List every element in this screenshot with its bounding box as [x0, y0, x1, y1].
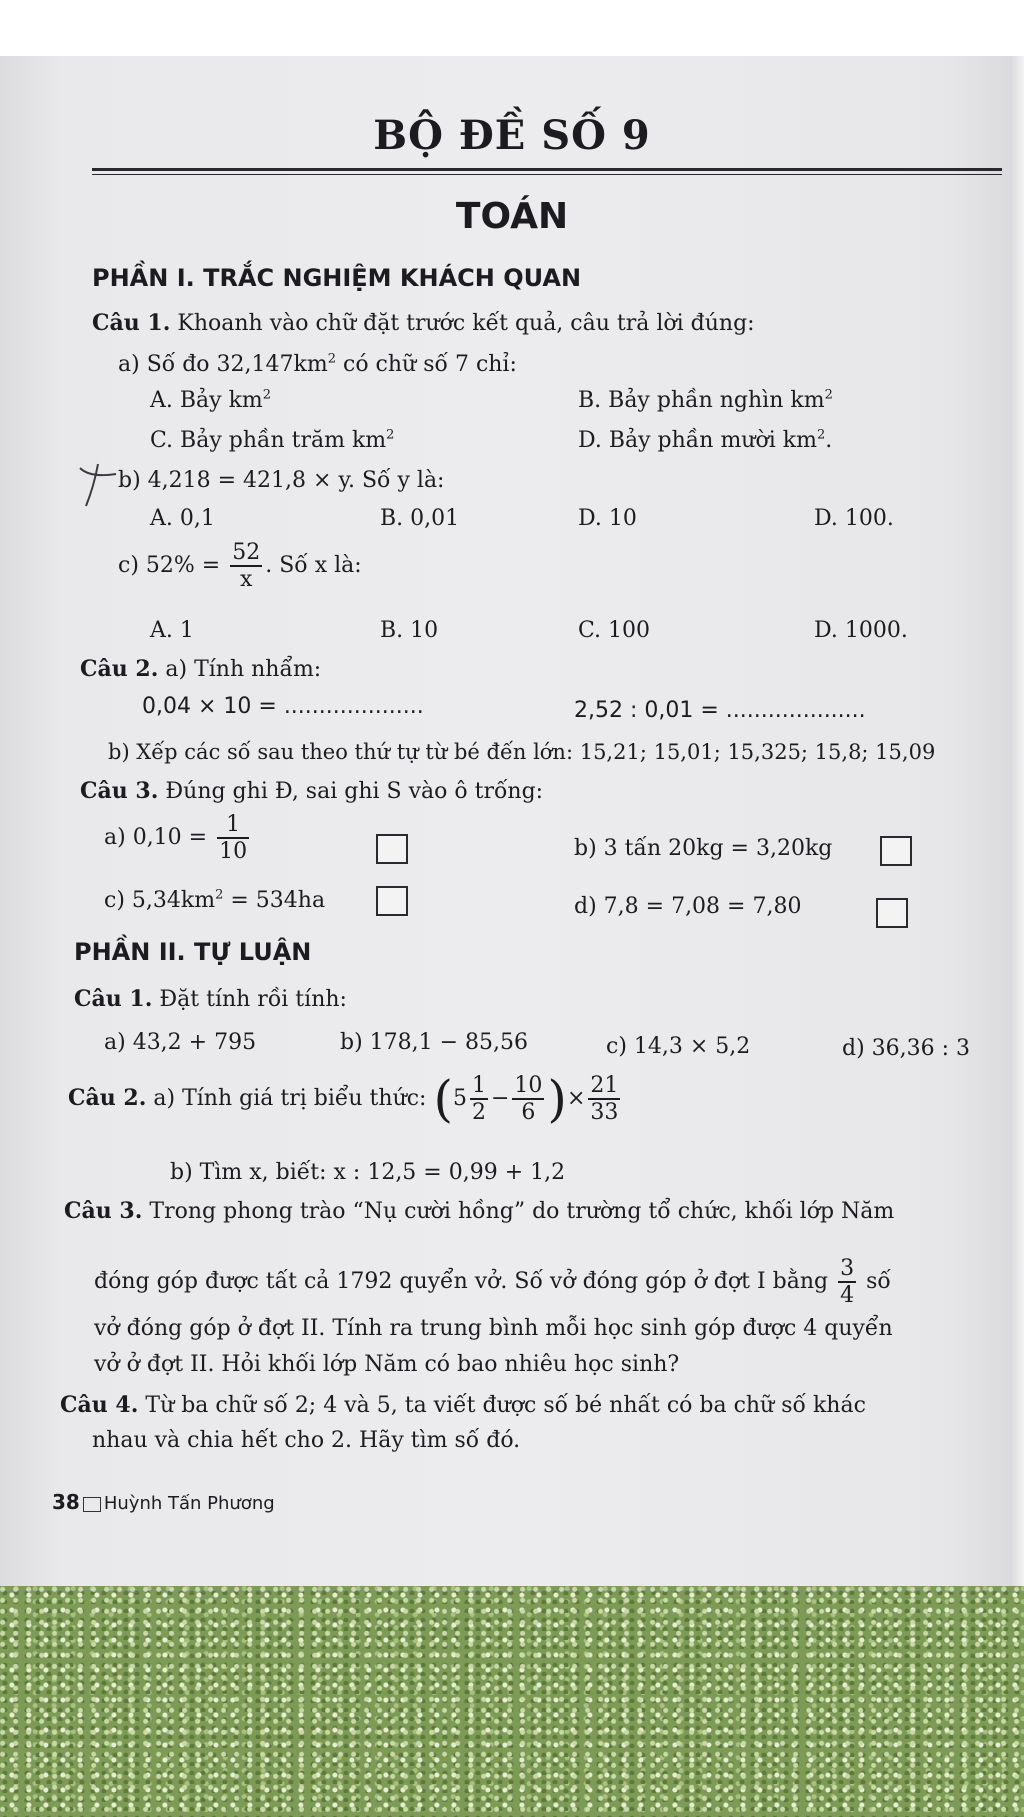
q1b-stem: b) 4,218 = 421,8 × y. Số y là: [118, 468, 445, 493]
q1b-option-b: B. 0,01 [380, 506, 460, 531]
p2-q3-line1: Câu 3. Trong phong trào “Nụ cười hồng” do trường tổ chức, khối lớp Năm [64, 1198, 895, 1224]
q3a-statement: a) 0,10 = $\frac{1}{10}$ [104, 812, 248, 864]
q1a-option-b: B. Bảy phần nghìn $km^2$ [578, 387, 833, 413]
q3a-answer-box[interactable] [376, 834, 408, 864]
q1b-option-a: A. 0,1 [150, 506, 215, 531]
p2-q4-line1: Câu 4. Từ ba chữ số 2; 4 và 5, ta viết được số bé nhất có ba chữ số khác [60, 1392, 866, 1418]
page-number: 38 [52, 1490, 80, 1514]
q3b-statement: b) 3 tấn 20kg = 3,20kg [574, 836, 833, 861]
q1c-option-c: C. 100 [578, 618, 651, 643]
q1a-stem: a) Số đo $32,147km^2$ có chữ số 7 chỉ: [118, 351, 517, 377]
p2-q1-c: c) 14,3 × 5,2 [606, 1034, 751, 1059]
q1c-option-a: A. 1 [150, 618, 194, 643]
q2b-text: b) Xếp các số sau theo thứ tự từ bé đến lớn: 15,21; 15,01; 15,325; 15,8; 15,09 [108, 740, 936, 764]
publisher-logo-icon [83, 1497, 101, 1512]
q3c-statement: c) $5,34km^2 = 534ha$ [104, 887, 326, 913]
q2-calc-1: 0,04 × 10 = .................... [142, 694, 424, 719]
q1c-stem: c) 52% = $\frac{52}{x}$ . Số x là: [118, 540, 362, 592]
q1b-option-d: D. 100. [814, 506, 894, 531]
p2-q4-line2: nhau và chia hết cho 2. Hãy tìm số đó. [92, 1428, 521, 1453]
page-footer [52, 1490, 275, 1514]
q2-prompt: Câu 2. a) Tính nhẩm: [80, 656, 322, 682]
title-rule-thin [92, 174, 1002, 175]
p2-q3-line3: vở đóng góp ở đợt II. Tính ra trung bình mỗi học sinh góp được 4 quyển [94, 1316, 893, 1341]
p2-q1-a: a) 43,2 + 795 [104, 1030, 257, 1055]
p2-q3-line2: đóng góp được tất cả 1792 quyển vở. Số vở đóng góp ở đợt I bằng $\frac{3}{4}$ số [94, 1256, 891, 1308]
title-rule [92, 168, 1002, 171]
q1a-option-a: A. Bảy $km^2$ [150, 387, 272, 413]
q1a-option-c: C. Bảy phần trăm $km^2$ [150, 427, 395, 453]
part1-title: PHẦN I. TRẮC NGHIỆM KHÁCH QUAN [92, 264, 582, 292]
q1b-option-c: D. 10 [578, 506, 637, 531]
q2-calc-2: 2,52 : 0,01 = .................... [574, 698, 866, 723]
part2-title: PHẦN II. TỰ LUẬN [74, 938, 312, 966]
q3d-statement: d) 7,8 = 7,08 = 7,80 [574, 894, 802, 919]
carpet-background [0, 1586, 1024, 1817]
q3d-answer-box[interactable] [876, 898, 908, 928]
q3c-answer-box[interactable] [376, 886, 408, 916]
q1a-option-d: D. Bảy phần mười $km^2$. [578, 427, 833, 453]
p2-q1-prompt: Câu 1. Đặt tính rồi tính: [74, 986, 347, 1012]
q3-prompt: Câu 3. Đúng ghi Đ, sai ghi S vào ô trống: [80, 778, 544, 804]
q1c-option-b: B. 10 [380, 618, 439, 643]
q1-prompt: Câu 1. Khoanh vào chữ đặt trước kết quả, câu trả lời đúng: [92, 310, 755, 336]
p2-q2b: b) Tìm x, biết: x : 12,5 = 0,99 + 1,2 [170, 1160, 566, 1185]
page-edge [1010, 56, 1024, 1586]
p2-q2a: Câu 2. a) Tính giá trị biểu thức: (5 $\frac{1}{2}$ − $\frac{10}{6}$ )× $\frac{21}{33}$ [68, 1070, 619, 1128]
p2-q1-b: b) 178,1 − 85,56 [340, 1030, 529, 1055]
author-name: Huỳnh Tấn Phương [103, 1493, 275, 1514]
p2-q1-d: d) 36,36 : 3 [842, 1036, 971, 1061]
p2-q3-line4: vở ở đợt II. Hỏi khối lớp Năm có bao nhiêu học sinh? [94, 1352, 680, 1377]
subject-title: TOÁN [455, 196, 569, 237]
q1c-option-d: D. 1000. [814, 618, 908, 643]
q3b-answer-box[interactable] [880, 836, 912, 866]
handwritten-x-mark [76, 460, 120, 510]
exam-title: BỘ ĐỀ SỐ 9 [373, 112, 651, 159]
